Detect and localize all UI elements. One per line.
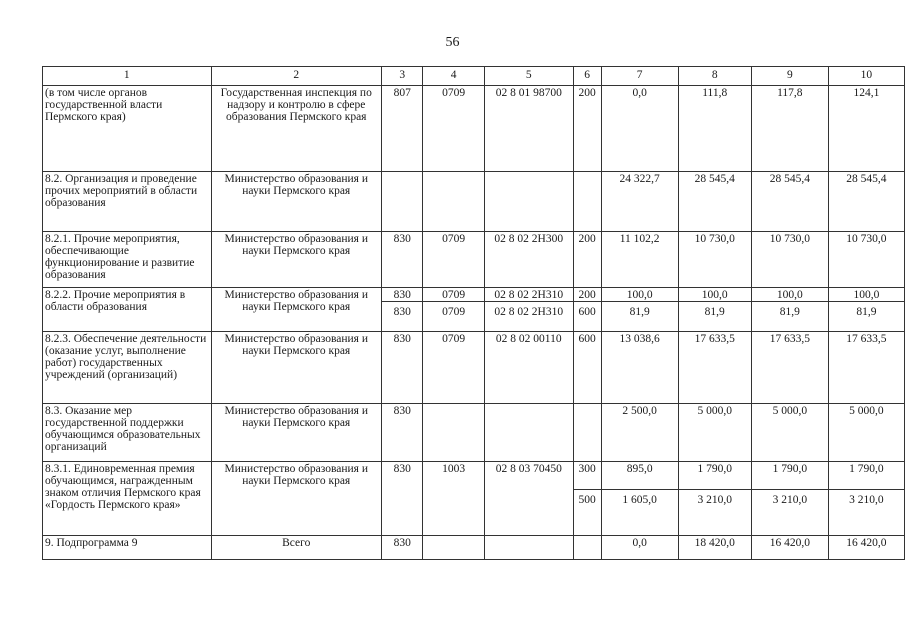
sub-value: 81,9 xyxy=(829,301,904,318)
cell-c5: 02 8 02 00110 xyxy=(484,332,573,404)
row-executor: Министерство образования и науки Пермского края xyxy=(211,172,381,232)
cell-c5: 02 8 02 2Н300 xyxy=(484,232,573,288)
sub-value: 81,9 xyxy=(752,301,828,318)
cell-c9 xyxy=(751,462,828,536)
cell-c9: 17 633,5 xyxy=(751,332,828,404)
cell-c10: 17 633,5 xyxy=(828,332,904,404)
row-executor: Министерство образования и науки Пермского края xyxy=(211,332,381,404)
cell-c7: 0,0 xyxy=(601,536,678,560)
column-header: 9 xyxy=(751,67,828,86)
column-header: 5 xyxy=(484,67,573,86)
column-header: 4 xyxy=(423,67,484,86)
cell-c3: 830 xyxy=(381,332,423,404)
cell-c7 xyxy=(601,288,678,332)
column-header: 6 xyxy=(573,67,601,86)
sub-value: 1 605,0 xyxy=(602,489,678,506)
cell-c6 xyxy=(573,536,601,560)
cell-c9: 28 545,4 xyxy=(751,172,828,232)
table-row xyxy=(43,172,905,232)
row-name: 8.2.2. Прочие мероприятия в области образования xyxy=(43,288,212,332)
cell-c8: 5 000,0 xyxy=(678,404,751,462)
row-name: 8.3. Оказание мер государственной поддержки обучающимся образовательных организаций xyxy=(43,404,212,462)
row-executor: Министерство образования и науки Пермского края xyxy=(211,462,381,536)
cell-c6 xyxy=(573,288,601,332)
page-number: 56 xyxy=(445,35,460,50)
row-executor: Всего xyxy=(211,536,381,560)
sub-value: 1 790,0 xyxy=(772,463,808,475)
table-row xyxy=(43,332,905,404)
cell-c3: 830 xyxy=(381,404,423,462)
table-row xyxy=(43,288,905,332)
table-header-row xyxy=(43,67,905,86)
cell-c10: 124,1 xyxy=(828,86,904,172)
cell-c8: 28 545,4 xyxy=(678,172,751,232)
sub-value: 200 xyxy=(578,289,596,301)
column-header: 8 xyxy=(678,67,751,86)
column-header: 10 xyxy=(828,67,904,86)
sub-value: 895,0 xyxy=(626,463,653,475)
column-header: 1 xyxy=(43,67,212,86)
sub-value: 02 8 02 2Н310 xyxy=(494,289,564,301)
sub-value: 600 xyxy=(574,301,601,318)
cell-c5: 02 8 03 70450 xyxy=(484,462,573,536)
row-executor: Государственная инспекция по надзору и контролю в сфере образования Пермского края xyxy=(211,86,381,172)
cell-c4 xyxy=(423,404,484,462)
row-name: 8.3.1. Единовременная премия обучающимся, награжденным знаком отличия Пермского края «Гордость Пермского края» xyxy=(43,462,212,536)
cell-c7: 24 322,7 xyxy=(601,172,678,232)
sub-value: 0709 xyxy=(423,301,483,318)
cell-c5: 02 8 01 98700 xyxy=(484,86,573,172)
sub-value: 100,0 xyxy=(853,289,880,301)
cell-c10: 10 730,0 xyxy=(828,232,904,288)
cell-c9: 5 000,0 xyxy=(751,404,828,462)
cell-c6: 600 xyxy=(573,332,601,404)
sub-value: 81,9 xyxy=(679,301,751,318)
sub-value: 0709 xyxy=(442,289,466,301)
row-name: 9. Подпрограмма 9 xyxy=(43,536,212,560)
cell-c4: 0709 xyxy=(423,86,484,172)
cell-c9 xyxy=(751,288,828,332)
cell-c10 xyxy=(828,288,904,332)
cell-c6 xyxy=(573,404,601,462)
sub-value: 830 xyxy=(382,301,423,318)
sub-value: 830 xyxy=(393,289,411,301)
column-header: 2 xyxy=(211,67,381,86)
cell-c9: 10 730,0 xyxy=(751,232,828,288)
cell-c4 xyxy=(423,288,484,332)
cell-c3 xyxy=(381,288,423,332)
cell-c8: 17 633,5 xyxy=(678,332,751,404)
cell-c6: 200 xyxy=(573,86,601,172)
cell-c3 xyxy=(381,172,423,232)
sub-value: 300 xyxy=(578,463,596,475)
cell-c4 xyxy=(423,536,484,560)
cell-c8 xyxy=(678,462,751,536)
row-executor: Министерство образования и науки Пермского края xyxy=(211,232,381,288)
row-name: 8.2.1. Прочие мероприятия, обеспечивающие функционирование и развитие образования xyxy=(43,232,212,288)
cell-c8: 10 730,0 xyxy=(678,232,751,288)
table-row xyxy=(43,86,905,172)
row-executor: Министерство образования и науки Пермского края xyxy=(211,404,381,462)
sub-value: 100,0 xyxy=(701,289,728,301)
table-row xyxy=(43,462,905,536)
cell-c3: 830 xyxy=(381,232,423,288)
sub-value: 3 210,0 xyxy=(752,489,828,506)
cell-c3: 807 xyxy=(381,86,423,172)
sub-value: 500 xyxy=(574,489,601,506)
row-name: 8.2. Организация и проведение прочих мероприятий в области образования xyxy=(43,172,212,232)
cell-c6: 200 xyxy=(573,232,601,288)
budget-table xyxy=(42,66,905,560)
cell-c5 xyxy=(484,404,573,462)
sub-value: 100,0 xyxy=(776,289,803,301)
table-row xyxy=(43,232,905,288)
sub-value: 3 210,0 xyxy=(679,489,751,506)
cell-c5 xyxy=(484,172,573,232)
cell-c8: 111,8 xyxy=(678,86,751,172)
cell-c4: 1003 xyxy=(423,462,484,536)
cell-c8 xyxy=(678,288,751,332)
row-executor: Министерство образования и науки Пермского края xyxy=(211,288,381,332)
cell-c6 xyxy=(573,172,601,232)
cell-c4 xyxy=(423,172,484,232)
cell-c10 xyxy=(828,462,904,536)
sub-value: 81,9 xyxy=(602,301,678,318)
cell-c9: 117,8 xyxy=(751,86,828,172)
cell-c5 xyxy=(484,536,573,560)
cell-c5 xyxy=(484,288,573,332)
cell-c9: 16 420,0 xyxy=(751,536,828,560)
cell-c10: 16 420,0 xyxy=(828,536,904,560)
cell-c10: 5 000,0 xyxy=(828,404,904,462)
row-name: (в том числе органов государственной власти Пермского края) xyxy=(43,86,212,172)
column-header: 3 xyxy=(381,67,423,86)
cell-c7: 2 500,0 xyxy=(601,404,678,462)
sub-value: 1 790,0 xyxy=(849,463,884,475)
row-name: 8.2.3. Обеспечение деятельности (оказание услуг, выполнение работ) государственных учреждений (организаций) xyxy=(43,332,212,404)
cell-c3: 830 xyxy=(381,536,423,560)
cell-c3: 830 xyxy=(381,462,423,536)
sub-value: 3 210,0 xyxy=(829,489,904,506)
table-row xyxy=(43,404,905,462)
cell-c8: 18 420,0 xyxy=(678,536,751,560)
cell-c4: 0709 xyxy=(423,232,484,288)
column-header: 7 xyxy=(601,67,678,86)
cell-c6 xyxy=(573,462,601,536)
cell-c10: 28 545,4 xyxy=(828,172,904,232)
sub-value: 100,0 xyxy=(626,289,653,301)
cell-c7: 11 102,2 xyxy=(601,232,678,288)
table-row xyxy=(43,536,905,560)
cell-c7 xyxy=(601,462,678,536)
cell-c7: 0,0 xyxy=(601,86,678,172)
sub-value: 02 8 02 2Н310 xyxy=(485,301,573,318)
sub-value: 1 790,0 xyxy=(697,463,732,475)
cell-c4: 0709 xyxy=(423,332,484,404)
cell-c7: 13 038,6 xyxy=(601,332,678,404)
